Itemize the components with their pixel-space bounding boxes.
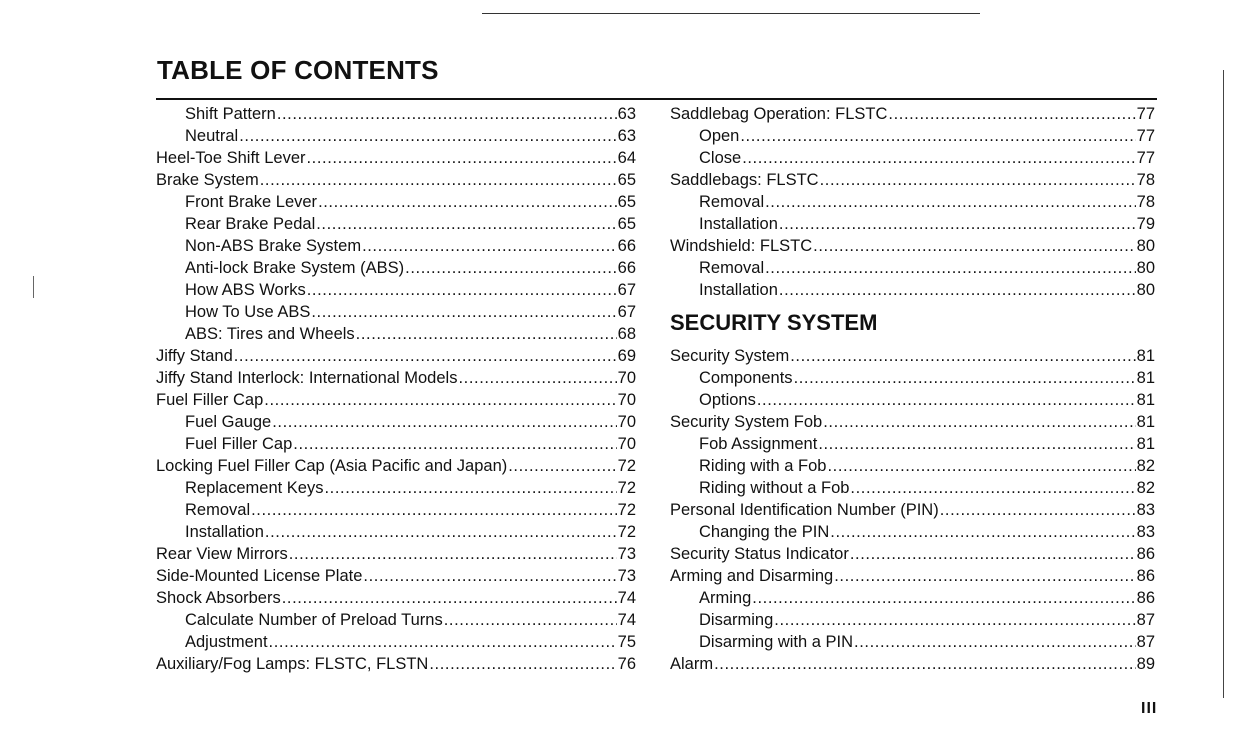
toc-entry[interactable]: [670, 477, 1155, 499]
toc-entry[interactable]: [156, 345, 636, 367]
toc-entry[interactable]: [670, 521, 1155, 543]
dot-leader: [260, 169, 617, 191]
toc-entry-title: Locking Fuel Filler Cap (Asia Pacific and Japan): [156, 457, 508, 475]
dot-leader: [752, 587, 1135, 609]
dot-leader: [429, 653, 616, 675]
toc-entry-page-number: 86: [1136, 567, 1155, 585]
dot-leader: [269, 631, 617, 653]
toc-right-column: [670, 103, 1155, 675]
dot-leader: [779, 213, 1136, 235]
dot-leader: [282, 587, 617, 609]
dot-leader: [765, 257, 1136, 279]
dot-leader: [356, 323, 617, 345]
toc-entry-title: Options: [699, 391, 756, 409]
dot-leader: [813, 235, 1136, 257]
toc-entry[interactable]: [156, 213, 636, 235]
toc-entry-title: Installation: [185, 523, 264, 541]
dot-leader: [234, 345, 617, 367]
toc-entry-page-number: 69: [617, 347, 636, 365]
dot-leader: [854, 631, 1136, 653]
toc-entry[interactable]: [156, 169, 636, 191]
toc-entry[interactable]: [156, 389, 636, 411]
toc-entry[interactable]: [670, 367, 1155, 389]
toc-entry-page-number: 81: [1136, 435, 1155, 453]
toc-entry[interactable]: [156, 587, 636, 609]
toc-entry-page-number: 65: [617, 193, 636, 211]
toc-entry[interactable]: [670, 169, 1155, 191]
toc-entry-title: Fuel Filler Cap: [185, 435, 293, 453]
toc-entry[interactable]: [156, 477, 636, 499]
toc-entry[interactable]: [156, 543, 636, 565]
dot-leader: [318, 191, 617, 213]
toc-entry[interactable]: [670, 103, 1155, 125]
dot-leader: [265, 521, 617, 543]
dot-leader: [239, 125, 616, 147]
toc-entry-title: Riding with a Fob: [699, 457, 827, 475]
toc-entry-page-number: 81: [1136, 413, 1155, 431]
dot-leader: [850, 477, 1135, 499]
toc-entry-page-number: 77: [1136, 105, 1155, 123]
dot-leader: [765, 191, 1136, 213]
toc-entry-title: Arming and Disarming: [670, 567, 834, 585]
toc-entry[interactable]: [156, 279, 636, 301]
dot-leader: [362, 235, 617, 257]
toc-entry-title: Components: [699, 369, 793, 387]
toc-entry[interactable]: [670, 543, 1155, 565]
dot-leader: [823, 411, 1135, 433]
toc-entry-page-number: 66: [617, 259, 636, 277]
toc-left-column: [156, 103, 636, 675]
toc-entry-title: Security Status Indicator: [670, 545, 849, 563]
dot-leader: [850, 543, 1136, 565]
page-number: III: [1141, 700, 1158, 717]
toc-entry-page-number: 73: [617, 567, 636, 585]
toc-entry-page-number: 74: [617, 611, 636, 629]
toc-entry-title: Close: [699, 149, 742, 167]
dot-leader: [740, 125, 1135, 147]
toc-entry[interactable]: [670, 345, 1155, 367]
toc-entry[interactable]: [156, 125, 636, 147]
toc-entry-page-number: 70: [617, 391, 636, 409]
toc-entry-page-number: 72: [617, 479, 636, 497]
toc-entry[interactable]: [670, 257, 1155, 279]
toc-entry-title: Alarm: [670, 655, 714, 673]
toc-entry-title: How To Use ABS: [185, 303, 311, 321]
toc-entry-title: Adjustment: [185, 633, 268, 651]
dot-leader: [405, 257, 617, 279]
toc-entry-title: Riding without a Fob: [699, 479, 850, 497]
title-underline: [156, 98, 1157, 100]
toc-entry[interactable]: [670, 147, 1155, 169]
toc-entry-page-number: 80: [1136, 281, 1155, 299]
toc-entry-title: Security System: [670, 347, 790, 365]
toc-entry-page-number: 80: [1136, 259, 1155, 277]
toc-entry-page-number: 77: [1136, 127, 1155, 145]
toc-entry-page-number: 70: [617, 413, 636, 431]
toc-entry[interactable]: [670, 433, 1155, 455]
dot-leader: [820, 169, 1136, 191]
margin-mark: [33, 276, 34, 298]
toc-entry-title: Replacement Keys: [185, 479, 324, 497]
toc-entry[interactable]: [670, 411, 1155, 433]
toc-entry-page-number: 68: [617, 325, 636, 343]
toc-entry-title: Changing the PIN: [699, 523, 830, 541]
toc-entry-title: Non-ABS Brake System: [185, 237, 362, 255]
toc-entry-title: Removal: [699, 193, 765, 211]
dot-leader: [790, 345, 1135, 367]
toc-entry-page-number: 63: [617, 127, 636, 145]
dot-leader: [277, 103, 617, 125]
toc-entry[interactable]: [670, 389, 1155, 411]
toc-entry-page-number: 77: [1136, 149, 1155, 167]
dot-leader: [251, 499, 617, 521]
dot-leader: [311, 301, 616, 323]
toc-entry[interactable]: [156, 565, 636, 587]
toc-entry[interactable]: [670, 631, 1155, 653]
toc-entry[interactable]: [156, 191, 636, 213]
toc-entry-page-number: 78: [1136, 193, 1155, 211]
toc-entry[interactable]: [156, 521, 636, 543]
toc-entry[interactable]: [156, 499, 636, 521]
toc-entry-page-number: 87: [1136, 633, 1155, 651]
toc-entry-title: Installation: [699, 281, 778, 299]
dot-leader: [818, 433, 1135, 455]
header-rule: [482, 13, 980, 14]
toc-entry-title: Side-Mounted License Plate: [156, 567, 363, 585]
toc-entry[interactable]: [670, 653, 1155, 675]
dot-leader: [714, 653, 1136, 675]
toc-entry-page-number: 65: [617, 215, 636, 233]
toc-entry-title: Fuel Filler Cap: [156, 391, 264, 409]
toc-entry-title: Rear Brake Pedal: [185, 215, 316, 233]
toc-entry[interactable]: [156, 411, 636, 433]
toc-entry-page-number: 79: [1136, 215, 1155, 233]
toc-entry-title: Calculate Number of Preload Turns: [185, 611, 443, 629]
toc-entry[interactable]: [156, 147, 636, 169]
section-heading-security-system: SECURITY SYSTEM: [670, 310, 878, 335]
toc-entry[interactable]: [156, 367, 636, 389]
dot-leader: [774, 609, 1135, 631]
toc-entry-page-number: 86: [1136, 589, 1155, 607]
toc-entry-page-number: 72: [617, 457, 636, 475]
toc-entry-page-number: 83: [1136, 501, 1155, 519]
toc-entry-title: Auxiliary/Fog Lamps: FLSTC, FLSTN: [156, 655, 429, 673]
toc-entry[interactable]: [670, 499, 1155, 521]
toc-entry-title: ABS: Tires and Wheels: [185, 325, 355, 343]
dot-leader: [779, 279, 1136, 301]
toc-entry-page-number: 64: [617, 149, 636, 167]
toc-entry-page-number: 66: [617, 237, 636, 255]
toc-entry-page-number: 65: [617, 171, 636, 189]
toc-entry[interactable]: [156, 235, 636, 257]
dot-leader: [293, 433, 616, 455]
toc-entry-title: Shift Pattern: [185, 105, 276, 123]
toc-entry-title: Disarming: [699, 611, 774, 629]
dot-leader: [794, 367, 1136, 389]
toc-entry[interactable]: [156, 323, 636, 345]
toc-entry-title: Front Brake Lever: [185, 193, 318, 211]
toc-entry-page-number: 81: [1136, 391, 1155, 409]
dot-leader: [827, 455, 1135, 477]
toc-entry-page-number: 70: [617, 369, 636, 387]
toc-entry-page-number: 82: [1136, 457, 1155, 475]
dot-leader: [458, 367, 616, 389]
toc-entry-title: Arming: [699, 589, 752, 607]
toc-entry-title: Disarming with a PIN: [699, 633, 854, 651]
toc-entry-page-number: 89: [1136, 655, 1155, 673]
dot-leader: [834, 565, 1135, 587]
dot-leader: [830, 521, 1135, 543]
toc-entry-title: Open: [699, 127, 740, 145]
toc-entry-title: Saddlebag Operation: FLSTC: [670, 105, 888, 123]
dot-leader: [940, 499, 1136, 521]
toc-entry-page-number: 63: [617, 105, 636, 123]
dot-leader: [742, 147, 1135, 169]
toc-entry-page-number: 76: [617, 655, 636, 673]
toc-entry-title: Jiffy Stand: [156, 347, 233, 365]
toc-entry[interactable]: [670, 125, 1155, 147]
toc-entry-title: Fob Assignment: [699, 435, 818, 453]
toc-entry-page-number: 70: [617, 435, 636, 453]
dot-leader: [508, 455, 616, 477]
toc-entry-title: Removal: [699, 259, 765, 277]
toc-entry[interactable]: [156, 433, 636, 455]
toc-entry-title: Security System Fob: [670, 413, 823, 431]
toc-entry[interactable]: [156, 103, 636, 125]
toc-entry-page-number: 86: [1136, 545, 1155, 563]
toc-entry[interactable]: [670, 609, 1155, 631]
toc-entry-page-number: 67: [617, 281, 636, 299]
toc-entry-page-number: 82: [1136, 479, 1155, 497]
toc-entry-page-number: 80: [1136, 237, 1155, 255]
dot-leader: [316, 213, 616, 235]
toc-entry-title: Fuel Gauge: [185, 413, 272, 431]
toc-entry[interactable]: [670, 279, 1155, 301]
toc-entry-title: Installation: [699, 215, 778, 233]
toc-entry-title: Rear View Mirrors: [156, 545, 288, 563]
dot-leader: [363, 565, 616, 587]
toc-entry[interactable]: [670, 455, 1155, 477]
dot-leader: [888, 103, 1135, 125]
toc-entry-page-number: 83: [1136, 523, 1155, 541]
toc-entry-page-number: 75: [617, 633, 636, 651]
toc-entry[interactable]: [670, 587, 1155, 609]
toc-entry-title: How ABS Works: [185, 281, 306, 299]
toc-entry[interactable]: [156, 257, 636, 279]
toc-entry-page-number: 73: [617, 545, 636, 563]
toc-entry[interactable]: [670, 213, 1155, 235]
toc-entry[interactable]: [156, 653, 636, 675]
toc-entry[interactable]: [670, 235, 1155, 257]
dot-leader: [325, 477, 617, 499]
toc-entry[interactable]: [156, 631, 636, 653]
toc-entry-page-number: 78: [1136, 171, 1155, 189]
toc-entry[interactable]: [670, 565, 1155, 587]
toc-entry-page-number: 87: [1136, 611, 1155, 629]
toc-entry-title: Heel-Toe Shift Lever: [156, 149, 306, 167]
toc-entry-page-number: 81: [1136, 347, 1155, 365]
toc-entry-page-number: 74: [617, 589, 636, 607]
toc-entry[interactable]: [156, 301, 636, 323]
dot-leader: [307, 147, 617, 169]
dot-leader: [444, 609, 617, 631]
toc-entry[interactable]: [670, 191, 1155, 213]
toc-entry-page-number: 81: [1136, 369, 1155, 387]
toc-entry-title: Brake System: [156, 171, 259, 189]
toc-entry-title: Personal Identification Number (PIN): [670, 501, 939, 519]
dot-leader: [307, 279, 617, 301]
dot-leader: [264, 389, 616, 411]
toc-entry-title: Saddlebags: FLSTC: [670, 171, 819, 189]
toc-entry[interactable]: [156, 455, 636, 477]
toc-entry-page-number: 67: [617, 303, 636, 321]
toc-entry-title: Neutral: [185, 127, 239, 145]
dot-leader: [289, 543, 617, 565]
page-edge-rule: [1223, 70, 1224, 698]
toc-entry-title: Jiffy Stand Interlock: International Models: [156, 369, 458, 387]
toc-entry-title: Windshield: FLSTC: [670, 237, 813, 255]
toc-entry[interactable]: [156, 609, 636, 631]
toc-entry-page-number: 72: [617, 523, 636, 541]
dot-leader: [757, 389, 1136, 411]
toc-entry-title: Anti-lock Brake System (ABS): [185, 259, 405, 277]
toc-entry-title: Removal: [185, 501, 251, 519]
dot-leader: [272, 411, 616, 433]
toc-entry-title: Shock Absorbers: [156, 589, 281, 607]
page-title: TABLE OF CONTENTS: [157, 55, 439, 85]
toc-entry-page-number: 72: [617, 501, 636, 519]
